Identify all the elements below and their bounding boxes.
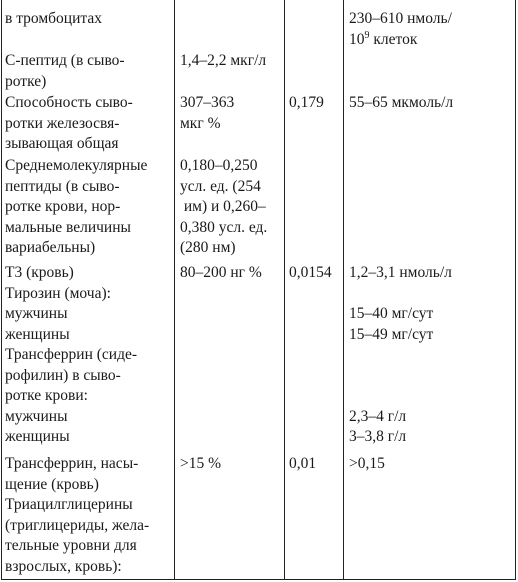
cell-text xyxy=(349,366,452,387)
cell-text: 80–200 нг % xyxy=(180,264,262,281)
table-cell xyxy=(289,263,332,284)
cell-text: женщины xyxy=(5,325,70,343)
table-cell xyxy=(289,454,316,475)
cell-text: 2,3–4 г/л xyxy=(349,407,407,425)
table-cell xyxy=(349,263,452,448)
cell-text: Триацилглицерины xyxy=(5,496,133,513)
cell-text: женщины xyxy=(5,428,70,445)
cell-text: мужчины xyxy=(5,407,68,425)
table-cell xyxy=(180,454,221,475)
cell-text: взрослых, кровь): xyxy=(5,557,122,575)
cell-text: ротке) xyxy=(5,72,47,90)
table-cell xyxy=(349,454,385,475)
table-row xyxy=(5,156,147,259)
cell-text: 15–40 мг/сут xyxy=(349,305,434,322)
cell-text: ротки железосвя- xyxy=(5,114,120,132)
cell-text: пептиды (в сыво- xyxy=(5,177,120,195)
cell-text: Тирозин (моча): xyxy=(5,284,111,302)
cell-text: в тромбоцитах xyxy=(5,10,102,27)
table-cell xyxy=(180,51,266,72)
table-cell xyxy=(180,263,262,284)
cell-text: 0,180–0,250 xyxy=(180,157,258,174)
table-cell xyxy=(289,93,324,114)
cell-text: (280 нм) xyxy=(180,239,236,256)
column-divider xyxy=(174,0,175,580)
cell-text: зывающая общая xyxy=(5,135,119,152)
table-row xyxy=(5,93,133,155)
table-row xyxy=(5,263,137,448)
cell-text: 230–610 нмоль/ xyxy=(349,10,452,27)
cell-text: мужчины xyxy=(5,305,68,322)
cell-text: 15–49 мг/сут xyxy=(349,325,434,343)
cell-text xyxy=(349,284,452,305)
table-row xyxy=(5,454,149,577)
table-cell xyxy=(180,93,234,134)
column-divider xyxy=(284,0,285,580)
cell-text: 0,01 xyxy=(289,455,317,472)
table-cell xyxy=(349,93,453,114)
cell-text: Среднемолекулярные xyxy=(5,157,148,174)
cell-text: мкг % xyxy=(180,114,221,132)
cell-text: 1,2–3,1 нмоль/л xyxy=(349,264,452,281)
table-cell xyxy=(349,9,452,50)
cell-text: 0,0154 xyxy=(289,264,332,281)
cell-text: 307–363 xyxy=(180,94,235,111)
cell-text: 0,179 xyxy=(289,94,324,111)
cell-text: $10^9$ клеток xyxy=(349,29,418,48)
cell-text: тельные уровни для xyxy=(5,537,137,554)
cell-text: мальные величины xyxy=(5,218,131,236)
cell-text: усл. ед. (254 xyxy=(180,177,261,195)
cell-text: 55–65 мкмоль/л xyxy=(349,94,454,111)
cell-text: ротке крови, нор- xyxy=(5,198,121,215)
cell-text: щение (кровь) xyxy=(5,475,99,493)
cell-text: 3–3,8 г/л xyxy=(349,428,407,445)
cell-text: ротке крови: xyxy=(5,387,88,404)
cell-text: (триглицериды, жела- xyxy=(5,516,150,534)
cell-text: 0,380 усл. ед. xyxy=(180,218,268,236)
cell-text: вариабельны) xyxy=(5,239,96,256)
cell-text: Т3 (кровь) xyxy=(5,264,74,281)
cell-text xyxy=(349,386,452,407)
cell-text: С-пептид (в сыво- xyxy=(5,52,125,69)
cell-text: Трансферрин, насы- xyxy=(5,455,139,472)
cell-text: Способность сыво- xyxy=(5,94,133,111)
cell-text: >15 % xyxy=(180,455,222,472)
cell-text xyxy=(349,345,452,366)
cell-text: >0,15 xyxy=(349,455,385,472)
column-divider xyxy=(343,0,344,580)
cell-text: им) и 0,260– xyxy=(180,198,266,215)
table-row xyxy=(5,9,102,30)
cell-text: рофилин) в сыво- xyxy=(5,366,121,384)
cell-text: Трансферрин (сиде- xyxy=(5,346,138,363)
table-row xyxy=(5,51,125,92)
table-cell xyxy=(180,156,267,259)
cell-text: 1,4–2,2 мкг/л xyxy=(180,52,267,69)
